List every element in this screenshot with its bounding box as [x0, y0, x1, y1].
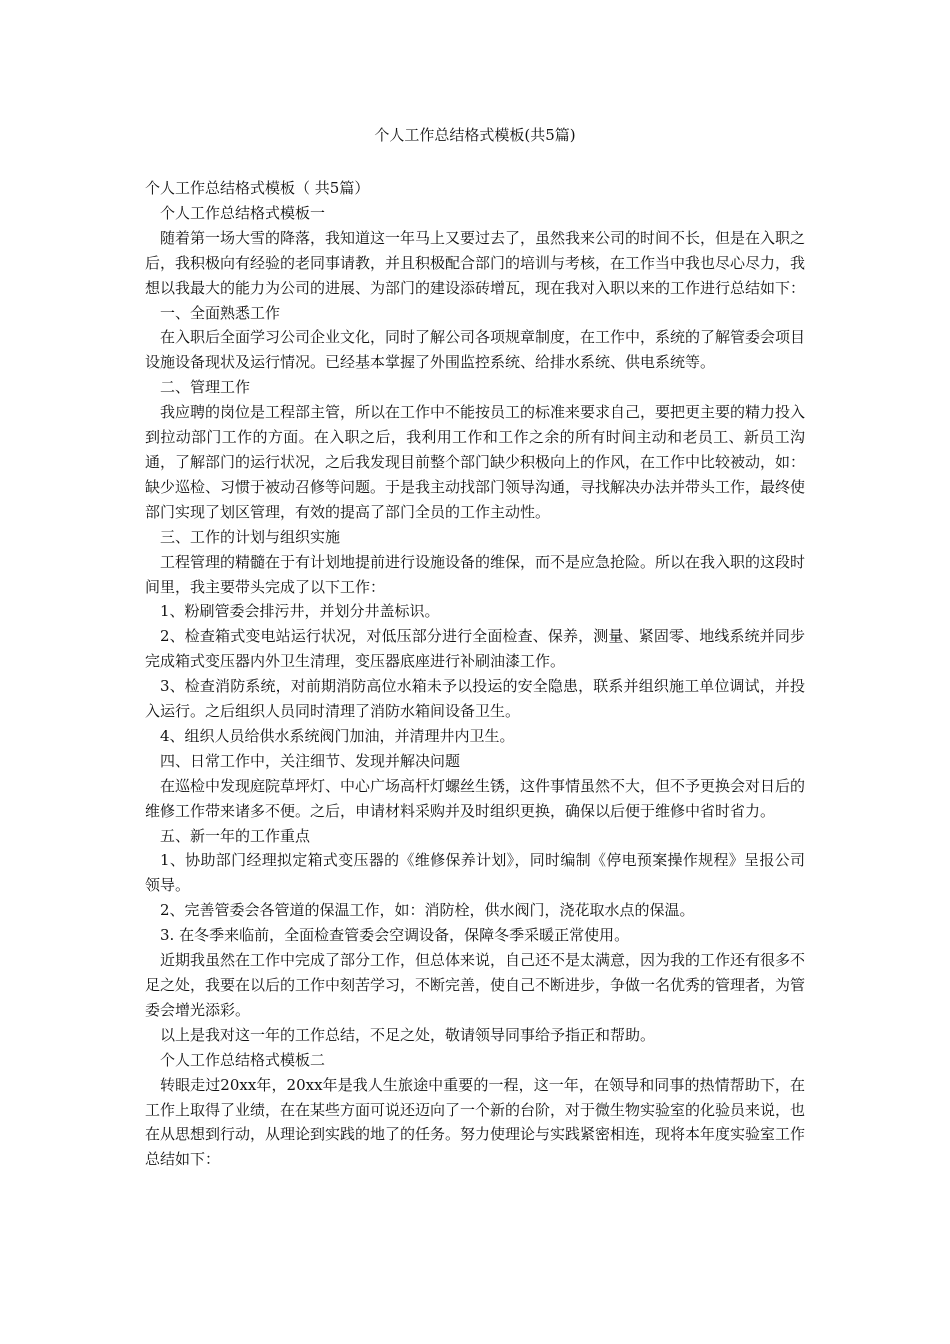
paragraph: 3、检查消防系统，对前期消防高位水箱未予以投运的安全隐患，联系并组织施工单位调试，并投入运行。之后组织人员同时清理了消防水箱间设备卫生。: [145, 677, 805, 721]
paragraph: 个人工作总结格式模板二: [160, 1050, 326, 1069]
paragraph: 个人工作总结格式模板（ 共5篇）: [145, 179, 370, 197]
paragraph: 在入职后全面学习公司企业文化，同时了解公司各项规章制度，在工作中，系统的了解管委会项目设施设备现状及运行情况。已经基本掌握了外围监控系统、给排水系统、供电系统等。: [145, 328, 806, 372]
paragraph: 1、粉刷管委会排污井，并划分井盖标识。: [160, 602, 440, 621]
paragraph: 一、全面熟悉工作: [160, 303, 281, 322]
paragraph: 我应聘的岗位是工程部主管，所以在工作中不能按员工的标准来要求自己，要把更主要的精力投入到拉动部门工作的方面。在入职之后，我利用工作和工作之余的所有时间主动和老员工、新员工沟通，了解部门的运行状况，之后我发现目前整个部门缺少积极向上的作风，在工作中比较被动，如：缺少巡检、习惯于被动召修等问题。于是我主动找部门领导沟通，寻找解决办法并带头工作，最终使部门实现了划区管理，有效的提高了部门全员的工作主动性。: [145, 403, 806, 521]
paragraph: 随着第一场大雪的降落，我知道这一年马上又要过去了，虽然我来公司的时间不长，但是在入职之后，我积极向有经验的老同事请教，并且积极配合部门的培训与考核，在工作当中我也尽心尽力，我想以我最大的能力为公司的进展、为部门的建设添砖增瓦，现在我对入职以来的工作进行总结如下：: [145, 228, 806, 297]
paragraph: 在巡检中发现庭院草坪灯、中心广场高杆灯螺丝生锈，这件事情虽然不大，但不予更换会对日后的维修工作带来诸多不便。之后，申请材料采购并及时组织更换，确保以后便于维修中省时省力。: [145, 776, 806, 820]
paragraph: 转眼走过20xx年，20xx年是我人生旅途中重要的一程，这一年，在领导和同事的热情帮助下，在工作上取得了业绩，在在某些方面可说还迈向了一个新的台阶，对于微生物实验室的化验员来说，也在从思想到行动，从理论到实践的地了的任务。努力使理论与实践紧密相连，现将本年度实验室工作总结如下：: [145, 1075, 806, 1169]
paragraph: 2、完善管委会各管道的保温工作，如：消防栓，供水阀门，浇花取水点的保温。: [160, 901, 695, 920]
paragraph: 三、工作的计划与组织实施: [160, 527, 341, 546]
paragraph: 2、检查箱式变电站运行状况，对低压部分进行全面检查、保养，测量、紧固零、地线系统并同步完成箱式变压器内外卫生清理，变压器底座进行补刷油漆工作。: [145, 627, 805, 671]
paragraph: 1、协助部门经理拟定箱式变压器的《维修保养计划》，同时编制《停电预案操作规程》呈报公司领导。: [145, 851, 805, 895]
paragraph: 二、管理工作: [160, 378, 251, 397]
paragraph: 近期我虽然在工作中完成了部分工作，但总体来说，自己还不是太满意，因为我的工作还有很多不足之处，我要在以后的工作中刻苦学习，不断完善，使自己不断进步，争做一名优秀的管理者，为管委会增光添彩。: [145, 951, 806, 1019]
paragraph: 工程管理的精髓在于有计划地提前进行设施设备的维保，而不是应急抢险。所以在我入职的这段时间里，我主要带头完成了以下工作：: [145, 552, 806, 596]
paragraph: 以上是我对这一年的工作总结，不足之处，敬请领导同事给予指正和帮助。: [160, 1025, 656, 1044]
paragraph: 四、日常工作中，关注细节、发现并解决问题: [160, 751, 461, 770]
document-title: 个人工作总结格式模板(共5篇): [374, 126, 576, 144]
paragraph: 3. 在冬季来临前，全面检查管委会空调设备，保障冬季采暖正常使用。: [160, 926, 630, 945]
document-body: [145, 176, 805, 1172]
paragraph: 个人工作总结格式模板一: [160, 203, 326, 222]
paragraph: 五、新一年的工作重点: [160, 826, 311, 845]
paragraph: 4、组织人员给供水系统阀门加油，并清理井内卫生。: [160, 726, 515, 745]
